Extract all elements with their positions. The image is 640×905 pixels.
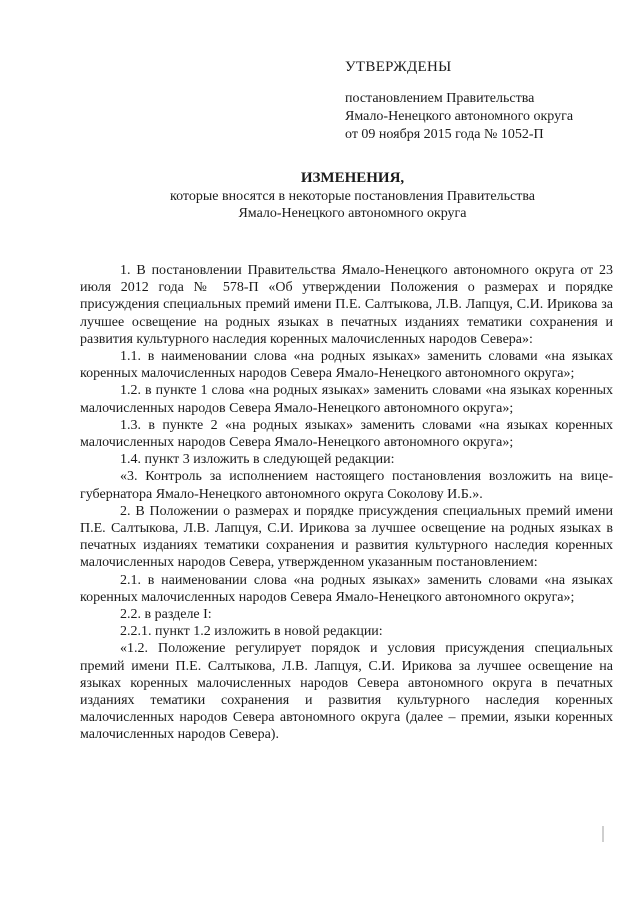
approval-line: постановлением Правительства [345,91,535,106]
paragraph: 2.2. в разделе I: [120,607,212,623]
paragraph: 1.1. в наименовании слова «на родных языках» заменить словами «на языках коренных малочисленных народов Севера Ямало-Ненецкого автономного округа»; [80,349,613,382]
approval-line: Ямало-Ненецкого автономного округа [345,109,574,124]
document-body [80,262,613,744]
document-subtitle-line: Ямало-Ненецкого автономного округа [238,206,467,221]
document-title: ИЗМЕНЕНИЯ, [300,170,405,186]
approval-heading: УТВЕРЖДЕНЫ [345,59,452,75]
approval-line: от 09 ноября 2015 года № 1052-П [345,127,544,142]
paragraph: 1.2. в пункте 1 слова «на родных языках» заменить словами «на языках коренных малочисленных народов Севера Ямало-Ненецкого автономного округа»; [80,383,613,416]
paragraph: 1. В постановлении Правительства Ямало-Ненецкого автономного округа от 23 июля 2012 года № 578-П «Об утверждении Положения о размерах и порядке присуждения специальных премий имени П.Е. Салтыкова, Л.В. Лапцуя, С.И. Ирикова за лучшее освещение на родных языках в печатных изданиях тематики сохранения и развития культурного наследия коренных малочисленных народов Севера»: [80,263,613,347]
paragraph: «1.2. Положение регулирует порядок и условия присуждения специальных премий имени П.Е. Салтыкова, Л.В. Лапцуя, С.И. Ирикова за лучшее освещение на языках коренных малочисленных народов Севера автономного округа в печатных изданиях тематики сохранения и развития культурного наследия коренных малочисленных народов Севера автономного округа (далее – премии, языки коренных малочисленных народов Севера). [80,641,613,743]
scan-artifact-mark [602,826,604,842]
document-title-block [80,170,625,222]
approval-block [345,58,625,144]
paragraph: 2.2.1. пункт 1.2 изложить в новой редакции: [120,624,383,640]
paragraph: 1.4. пункт 3 изложить в следующей редакции: [120,452,395,468]
document-subtitle-line: которые вносятся в некоторые постановления Правительства [170,189,535,204]
paragraph: «3. Контроль за исполнением настоящего постановления возложить на вице-губернатора Ямало-Ненецкого автономного округа Соколову И.Б.». [80,469,613,502]
paragraph: 1.3. в пункте 2 «на родных языках» заменить словами «на языках коренных малочисленных народов Севера Ямало-Ненецкого автономного округа»; [80,417,613,451]
paragraph: 2.1. в наименовании слова «на родных языках» заменить словами «на языках коренных малочисленных народов Севера Ямало-Ненецкого автономного округа»; [80,572,613,605]
paragraph: 2. В Положении о размерах и порядке присуждения специальных премий имени П.Е. Салтыкова, Л.В. Лапцуя, С.И. Ирикова за лучшее освещение на родных языках в печатных изданиях тематики сохранения и развития культурного наследия коренных малочисленных народов Севера, утвержденном указанным постановлением: [80,503,613,571]
